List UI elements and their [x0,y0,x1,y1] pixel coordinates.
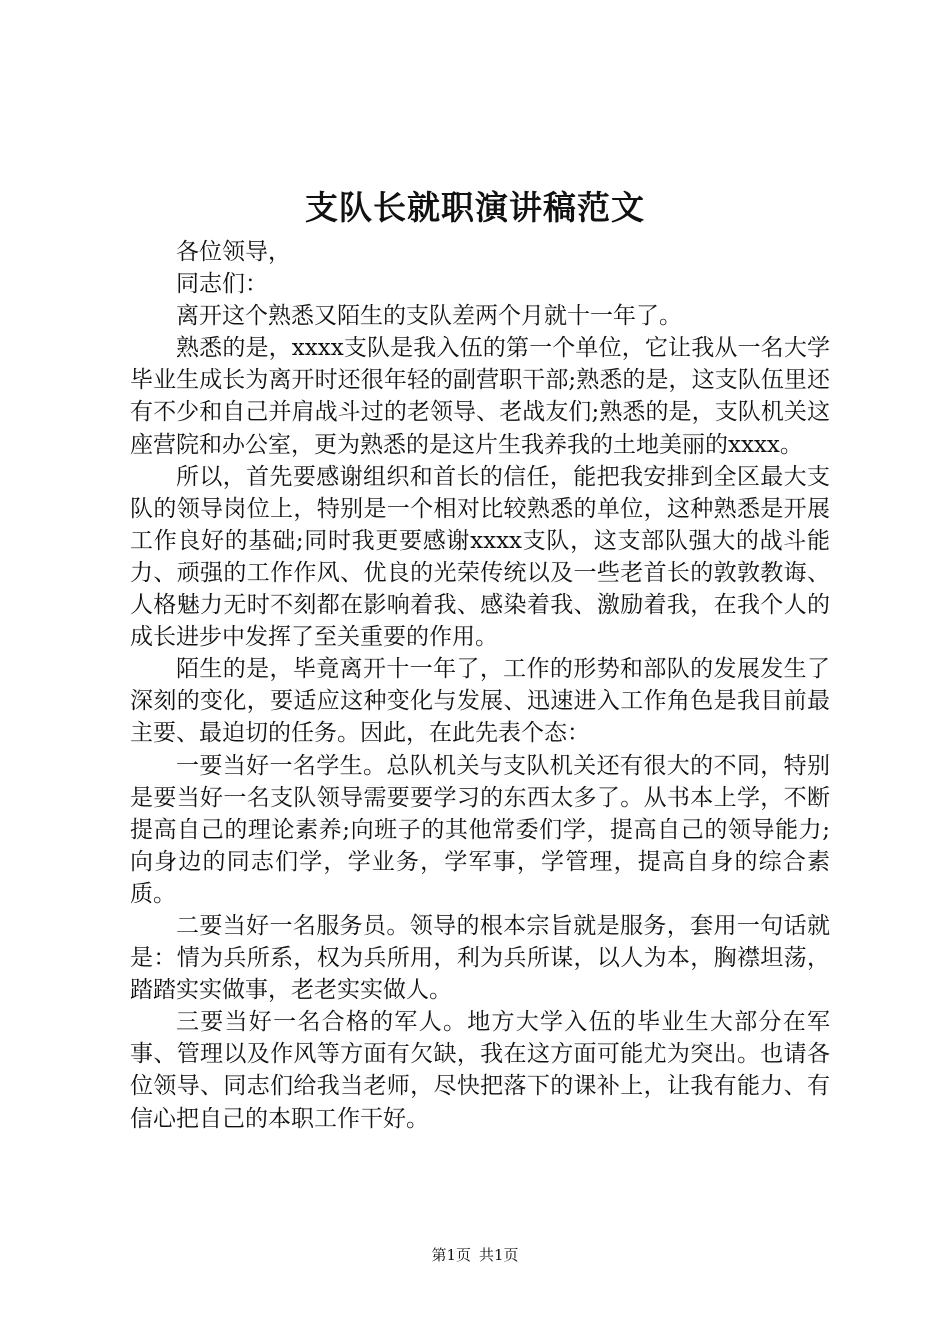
page-footer [0,1243,950,1267]
paragraph: 所以，首先要感谢组织和首长的信任，能把我安排到全区最大支队的领导岗位上，特别是一个相对比较熟悉的单位，这种熟悉是开展工作良好的基础;同时我更要感谢xxxx支队，这支部队强大的战斗能力、顽强的工作作风、优良的光荣传统以及一些老首长的敦敦教诲、人格魅力无时不刻都在影响着我、感染着我、激励着我，在我个人的成长进步中发挥了至关重要的作用。 [130,463,830,651]
page-total: 共1页 [479,1246,519,1264]
salutation-leaders: 各位领导， [176,239,291,265]
document-title: 支队长就职演讲稿范文 [305,188,645,227]
document-body [130,236,830,1135]
paragraph: 一要当好一名学生。总队机关与支队机关还有很大的不同，特别是要当好一名支队领导需要要学习的东西太多了。从书本上学，不断提高自己的理论素养;向班子的其他常委们学，提高自己的领导能力;向身边的同志们学，学业务，学军事，学管理，提高自身的综合素质。 [130,752,830,907]
paragraph: 三要当好一名合格的军人。地方大学入伍的毕业生大部分在军事、管理以及作风等方面有欠缺，我在这方面可能尤为突出。也请各位领导、同志们给我当老师，尽快把落下的课补上，让我有能力、有信心把自己的本职工作干好。 [130,1009,830,1132]
page-number: 第1页 [431,1246,471,1264]
paragraph: 陌生的是，毕竟离开十一年了，工作的形势和部队的发展发生了深刻的变化，要适应这种变化与发展、迅速进入工作角色是我目前最主要、最迫切的任务。因此，在此先表个态： [130,656,830,747]
paragraph: 熟悉的是，xxxx支队是我入伍的第一个单位，它让我从一名大学毕业生成长为离开时还很年轻的副营职干部;熟悉的是，这支队伍里还有不少和自己并肩战斗过的老领导、老战友们;熟悉的是，支队机关这座营院和办公室，更为熟悉的是这片生我养我的土地美丽的xxxx。 [130,335,830,458]
paragraph: 二要当好一名服务员。领导的根本宗旨就是服务，套用一句话就是：情为兵所系，权为兵所用，利为兵所谋，以人为本，胸襟坦荡，踏踏实实做事，老老实实做人。 [130,912,830,1004]
paragraph: 离开这个熟悉又陌生的支队差两个月就十一年了。 [176,303,682,330]
salutation-comrades: 同志们： [176,271,268,298]
